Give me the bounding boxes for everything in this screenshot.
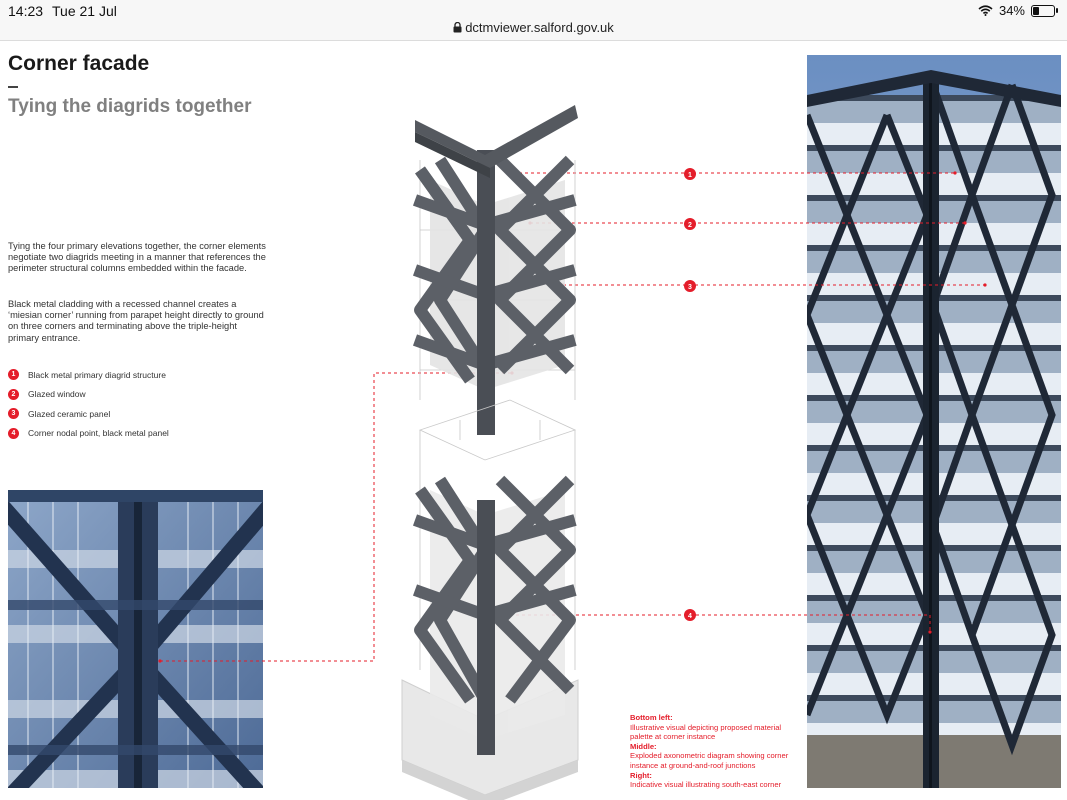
- caption-text-right: Indicative visual illustrating south-east corner: [630, 780, 782, 790]
- legend-label: Glazed ceramic panel: [28, 408, 111, 419]
- page-title: Corner facade: [8, 52, 150, 75]
- caption-text-middle: Exploded axonometric diagram showing corner instance at ground-and-roof junctions: [630, 751, 789, 770]
- legend-number-badge: 2: [8, 389, 19, 400]
- figure-caption: [630, 713, 805, 790]
- marker-1: [684, 168, 696, 180]
- caption-heading-bottom-left: Bottom left:: [630, 713, 673, 722]
- url-text: dctmviewer.salford.gov.uk: [465, 20, 614, 35]
- upper-corner-segment: [415, 105, 578, 440]
- legend-number-badge: 4: [8, 428, 19, 439]
- marker-label: 2: [688, 222, 692, 229]
- caption-text-bottom-left: Illustrative visual depicting proposed material palette at corner instance: [630, 722, 782, 742]
- legend-number-badge: 1: [8, 369, 19, 380]
- caption-heading-middle: Middle:: [630, 741, 657, 751]
- marker-label: 4: [688, 613, 692, 620]
- legend-label: Glazed window: [28, 389, 86, 400]
- legend-number-badge: 3: [8, 408, 19, 419]
- legend-label: Corner nodal point, black metal panel: [28, 428, 169, 439]
- marker-4: [684, 609, 696, 621]
- page-subtitle: Tying the diagrids together: [8, 96, 252, 117]
- lower-corner-segment: [402, 400, 578, 800]
- legend-label: Black metal primary diagrid structure: [28, 369, 166, 380]
- caption-heading-right: Right:: [630, 770, 652, 780]
- battery-percent: 34%: [998, 3, 1025, 18]
- marker-label: 3: [688, 284, 692, 291]
- marker-2: [684, 218, 696, 230]
- marker-3: [684, 280, 696, 292]
- paragraph-miesian-corner: Black metal cladding with a recessed channel creates a ‘miesian corner’ running from parapet height directly to ground on three corners and terminating above the triple-height primary entrance.: [8, 299, 264, 343]
- marker-label: 1: [688, 172, 692, 179]
- paragraph-intro: Tying the four primary elevations together, the corner elements negotiate two diagrids meeting in a manner that references the perimeter structural columns embedded within the facade.: [8, 241, 266, 274]
- clock-date: Tue 21 Jul: [52, 3, 117, 19]
- clock-time: 14:23: [8, 3, 44, 19]
